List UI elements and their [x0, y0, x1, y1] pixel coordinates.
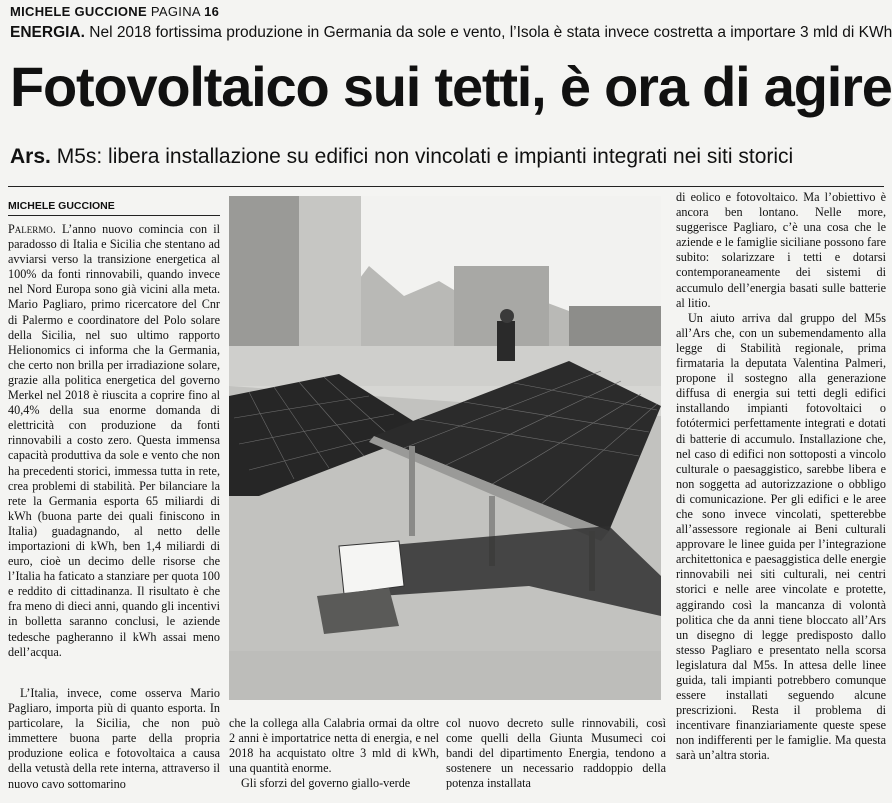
headline: Fotovoltaico sui tetti, è ora di agire: [10, 55, 892, 118]
article-column-1: [8, 222, 220, 660]
paragraph-3: Gli sforzi del governo giallo-verde: [241, 776, 411, 791]
solar-panels-photo: [229, 196, 661, 700]
header-page-number: 16: [204, 4, 220, 19]
paragraph-3-continued: col nuovo decreto sulle rinnovabili, così come quelli della Giunta Musumeci coi bandi del dipartimento Energia, tendono a sostenere un necessario raddoppio della potenza installata: [446, 716, 666, 791]
paragraph-1: [8, 222, 220, 660]
paragraph-1-text: L’anno nuovo comincia con il paradosso di Italia e Sicilia che stentano ad avviarsi verso la transizione energetica al 100% da fonti rinnovabili, quando invece nel Nord Europa sono già vicini alla meta. Mario Pagliaro, primo ricercatore del Cnr di Palermo e coordinatore del Polo solare della Sicilia, nel suo ultimo rapporto Helionomics ci informa che la Germania, che certo non brilla per irradiazione solare, grazie alla politica energetica del governo Merkel nel 2018 è riuscita a coprire fino al 40,4% della sua enorme domanda di elettricità con produzione da fonti rinnovabili a costo zero. Questa immensa capacità produttiva da sole e vento che non ha precedenti storici, immessa tutta in rete, crea problemi di stabilità. Per bilanciare la rete la Germania esporta 65 miliardi di kWh (buona parte dei quali finiscono in Italia) guadagnando, al netto delle importazioni di kWh, ben 1,4 miliardi di euro, cioè un decimo delle risorse che l’Italia ha faticato a stanziare per quota 100 e reddito di cittadinanza. Il risultato è che fra meno di dieci anni, quando gli incentivi in bolletta saranno conclusi, le aziende tedesche pagheranno il kWh assai meno dell’acqua.: [8, 222, 220, 659]
dateline: Palermo.: [8, 222, 56, 236]
subhead-text: M5s: libera installazione su edifici non vincolati e impianti integrati nei siti storici: [56, 145, 794, 168]
page-header: [10, 4, 219, 19]
subheadline: [10, 145, 890, 169]
article-column-4: [676, 190, 886, 764]
header-author: MICHELE GUCCIONE: [10, 4, 147, 19]
kicker: [10, 24, 892, 42]
byline: MICHELE GUCCIONE: [8, 200, 220, 216]
paragraph-2-continued: che la collega alla Calabria ormai da oltre 2 anni è importatrice netta di energia, e nel 2018 ha acquistato oltre 3 mld di kWh, una quantità enorme.: [229, 716, 439, 776]
article-column-3: [446, 716, 666, 791]
article-column-2: [229, 716, 439, 791]
kicker-label: ENERGIA.: [10, 24, 85, 41]
kicker-text: Nel 2018 fortissima produzione in Germania da sole e vento, l’Isola è stata invece costretta a importare 3 mld di KWh: [89, 24, 892, 41]
paragraph-2: L’Italia, invece, come osserva Mario Pagliaro, importa più di quanto esporta. In particolare, la Sicilia, che non può immettere buona parte della propria produzione eolica e fotovoltaica a causa della vetustà della rete interna, attraverso il nuovo cavo sottomarino: [8, 686, 220, 791]
paragraph-3-end: di eolico e fotovoltaico. Ma l’obiettivo è ancora ben lontano. Nelle more, suggerisce Pagliaro, c’è una cosa che le aziende e le famiglie siciliane possono fare subito: solarizzare i tetti e dotarsi contemporaneamente dei sistemi di accumulo dell’energia basati sulle batterie al litio.: [676, 190, 886, 310]
subhead-label: Ars.: [10, 145, 51, 168]
header-page-label: PAGINA: [150, 4, 201, 19]
photo-illustration: [229, 196, 661, 700]
header-rule: [8, 186, 884, 187]
paragraph-4: Un aiuto arriva dal gruppo del M5s all’Ars che, con un subemendamento alla legge di Stabilità regionale, prima firmataria la deputata Valentina Palmeri, propone il sostegno alla generazione diffusa di energia sui tetti degli edifici installando impianti fotovoltaici o fotótermici perfettamente integrati e dotati di batterie di accumulo. Installazione che, nel caso di edifici non sottoposti a vincolo culturale o paesaggistico, sarebbe libera e non soggetta ad autorizzazione o obbligo di comunicazione. Per gli edifici e le aree che sono invece vincolati, spetterebbe all’assessore regionale ai Beni culturali approvare le linee guida per l’integrazione architettonica e paesaggistica delle energie rinnovabili nei siti culturali, nei centri storici e nelle aree vincolate e protette, aggirando così la mancanza di volontà politica che da anni tiene bloccato all’Ars un disegno di legge predisposto dallo stesso Pagliaro e presentato nella scorsa legislatura dal M5s. In attesa delle linee guida, tali impianti potrebbero comunque essere installati seguendo alcune prescrizioni. Resta il problema di incentivare finanziariamente queste spese non indifferenti per le famiglie. Ma questa sarà un’altra storia.: [676, 310, 886, 763]
article-column-1-bottom: [8, 686, 220, 792]
